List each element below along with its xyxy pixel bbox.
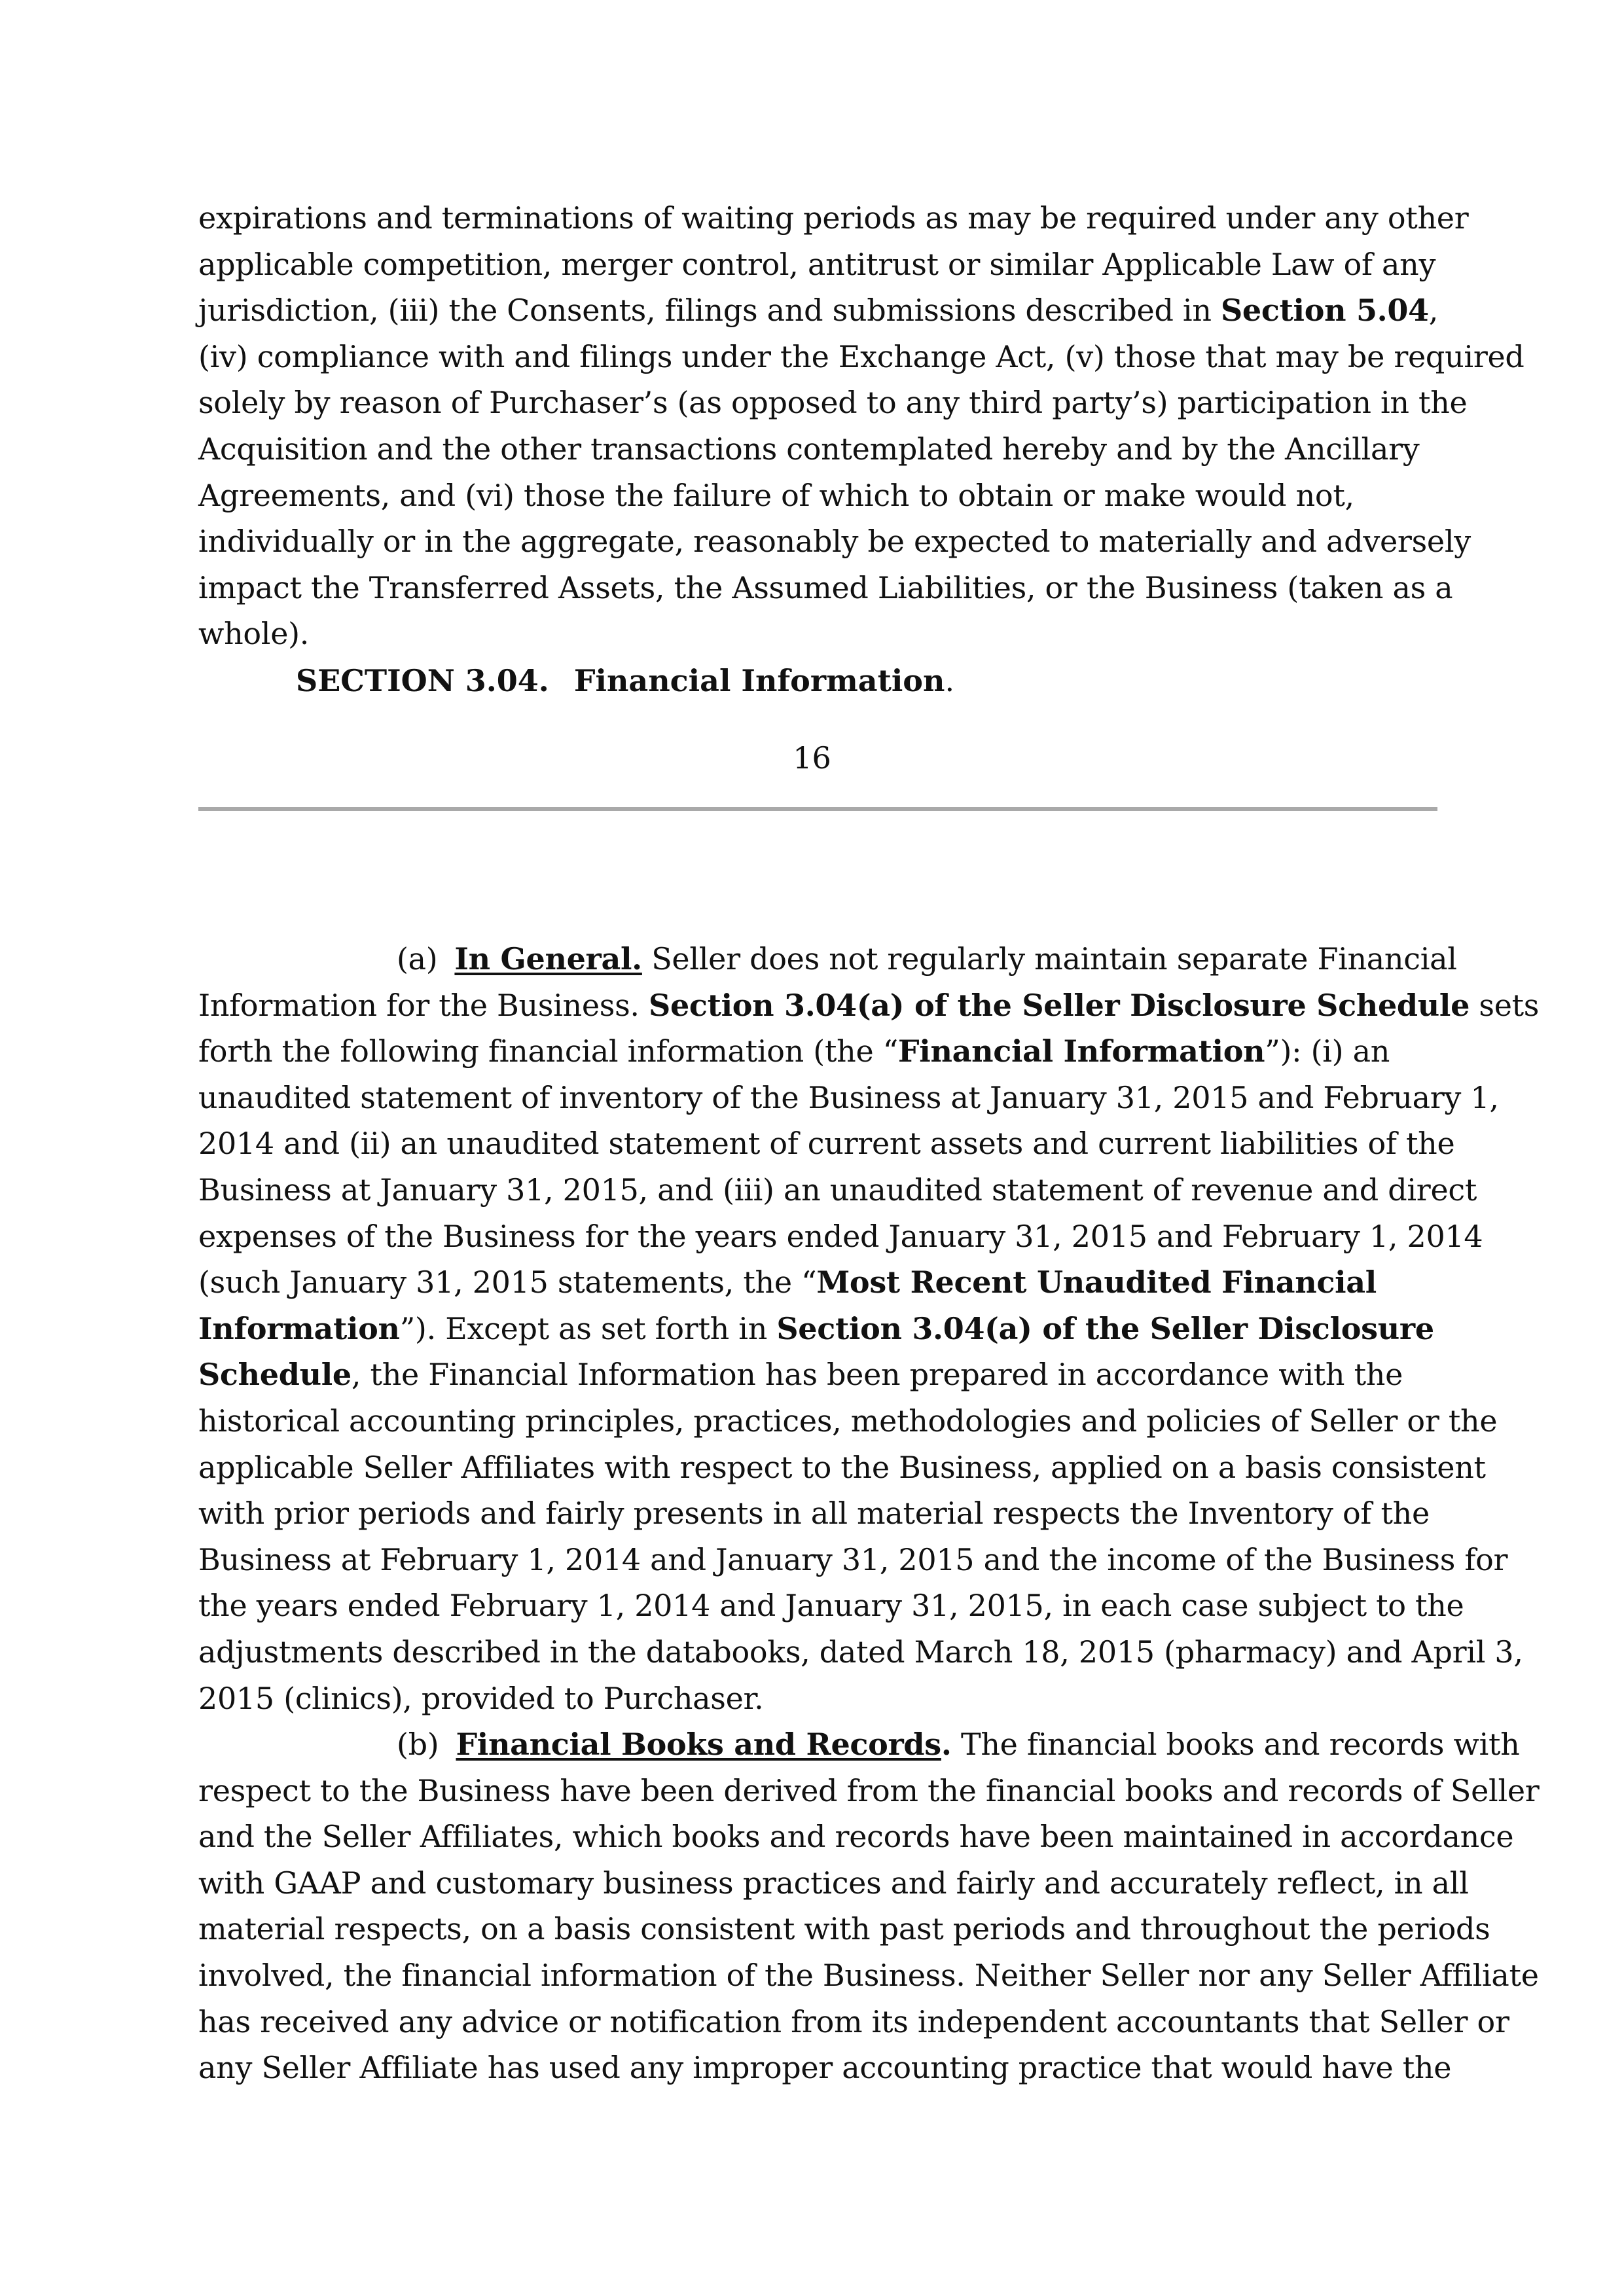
text-line: the years ended February 1, 2014 and January 31, 2015, in each case subject to the: [198, 1588, 1464, 1624]
schedule-reference: Section 3.04(a) of the Seller Disclosure Schedule: [649, 987, 1470, 1023]
subsections: [198, 936, 1540, 2091]
text-line: impact the Transferred Assets, the Assumed Liabilities, or the Business (taken as a: [198, 569, 1453, 605]
text-line: applicable Seller Affiliates with respect to the Business, applied on a basis consistent: [198, 1449, 1486, 1485]
subsection-b-first-line: [198, 1721, 1520, 1768]
text-line: any Seller Affiliate has used any improper accounting practice that would have the: [198, 2050, 1452, 2086]
text-line: (iv) compliance with and filings under the Exchange Act, (v) those that may be required: [198, 338, 1525, 374]
text-line: adjustments described in the databooks, dated March 18, 2015 (pharmacy) and April 3,: [198, 1634, 1523, 1670]
text-line: involved, the financial information of the Business. Neither Seller nor any Seller Affiliate: [198, 1958, 1539, 1994]
text-run: Information for the Business.: [198, 987, 649, 1023]
subsection-b-heading-period: .: [941, 1727, 952, 1763]
subsection-b-heading: Financial Books and Records: [456, 1727, 941, 1763]
text-run: jurisdiction, (iii) the Consents, filings and submissions described in: [198, 293, 1221, 329]
page-number: 16: [793, 740, 831, 776]
text-run: Seller does not regularly maintain separate Financial: [641, 941, 1457, 977]
text-run: ”): (i) an: [1265, 1033, 1390, 1069]
section-heading: [296, 658, 954, 704]
text-line: historical accounting principles, practices, methodologies and policies of Seller or the: [198, 1403, 1498, 1439]
text-line: Business at February 1, 2014 and January 31, 2015 and the income of the Business for: [198, 1541, 1508, 1577]
section-title: Financial Information: [573, 663, 945, 698]
text-line: [198, 982, 1540, 1029]
continuation-paragraph: [198, 195, 1525, 657]
text-run: ”). Except as set forth in: [399, 1310, 777, 1346]
section-number: SECTION 3.04.: [296, 663, 549, 698]
subsection-b-label: (b): [397, 1727, 439, 1763]
text-line: solely by reason of Purchaser’s (as opposed to any third party’s) participation in the: [198, 385, 1468, 421]
text-line: unaudited statement of inventory of the Business at January 31, 2015 and February 1,: [198, 1079, 1499, 1115]
text-line: expirations and terminations of waiting periods as may be required under any other: [198, 200, 1469, 236]
subsection-a-heading: In General.: [454, 941, 642, 977]
subsection-a-first-line: [198, 936, 1457, 982]
text-line: has received any advice or notification from its independent accountants that Seller or: [198, 2003, 1509, 2039]
text-line: [198, 1259, 1442, 1306]
text-line: expenses of the Business for the years ended January 31, 2015 and February 1, 2014: [198, 1218, 1483, 1254]
text-line: material respects, on a basis consistent with past periods and throughout the periods: [198, 1911, 1490, 1947]
text-line: [198, 1352, 1442, 1398]
text-line: respect to the Business have been derived from the financial books and records of Seller: [198, 1772, 1540, 1808]
text-run: sets: [1470, 987, 1540, 1023]
defined-term: Financial Information: [897, 1033, 1265, 1069]
section-reference: Section 5.04: [1221, 293, 1429, 329]
text-line: [198, 1028, 1442, 1075]
defined-term: Information: [198, 1310, 400, 1346]
text-run: The financial books and records with: [951, 1727, 1520, 1763]
text-line: individually or in the aggregate, reasonably be expected to materially and adversely: [198, 524, 1471, 560]
text-line: with prior periods and fairly presents in all material respects the Inventory of the: [198, 1496, 1430, 1532]
text-line: [198, 1306, 1442, 1352]
text-line: Agreements, and (vi) those the failure of which to obtain or make would not,: [198, 477, 1354, 513]
text-run: ,: [1428, 293, 1439, 329]
text-line: Acquisition and the other transactions contemplated hereby and by the Ancillary: [198, 431, 1420, 467]
section-title-period: .: [945, 663, 955, 698]
subsection-a-label: (a): [397, 941, 438, 977]
text-run: (such January 31, 2015 statements, the “: [198, 1265, 817, 1300]
text-line: 2014 and (ii) an unaudited statement of current assets and current liabilities of the: [198, 1126, 1455, 1162]
text-line: with GAAP and customary business practices and fairly and accurately reflect, in all: [198, 1865, 1469, 1901]
text-line: [198, 287, 1442, 334]
page-divider: [198, 807, 1437, 811]
text-line: whole).: [198, 616, 310, 652]
text-line: Business at January 31, 2015, and (iii) an unaudited statement of revenue and direct: [198, 1172, 1477, 1208]
defined-term: Most Recent Unaudited Financial: [816, 1265, 1377, 1300]
text-line: and the Seller Affiliates, which books and records have been maintained in accordance: [198, 1819, 1514, 1855]
schedule-reference: Schedule: [198, 1357, 352, 1393]
schedule-reference: Section 3.04(a) of the Seller Disclosure: [776, 1310, 1434, 1346]
text-run: , the Financial Information has been prepared in accordance with the: [351, 1357, 1403, 1393]
text-line: applicable competition, merger control, antitrust or similar Applicable Law of any: [198, 246, 1436, 282]
text-line: 2015 (clinics), provided to Purchaser.: [198, 1680, 764, 1716]
text-run: forth the following financial information (the “: [198, 1033, 898, 1069]
